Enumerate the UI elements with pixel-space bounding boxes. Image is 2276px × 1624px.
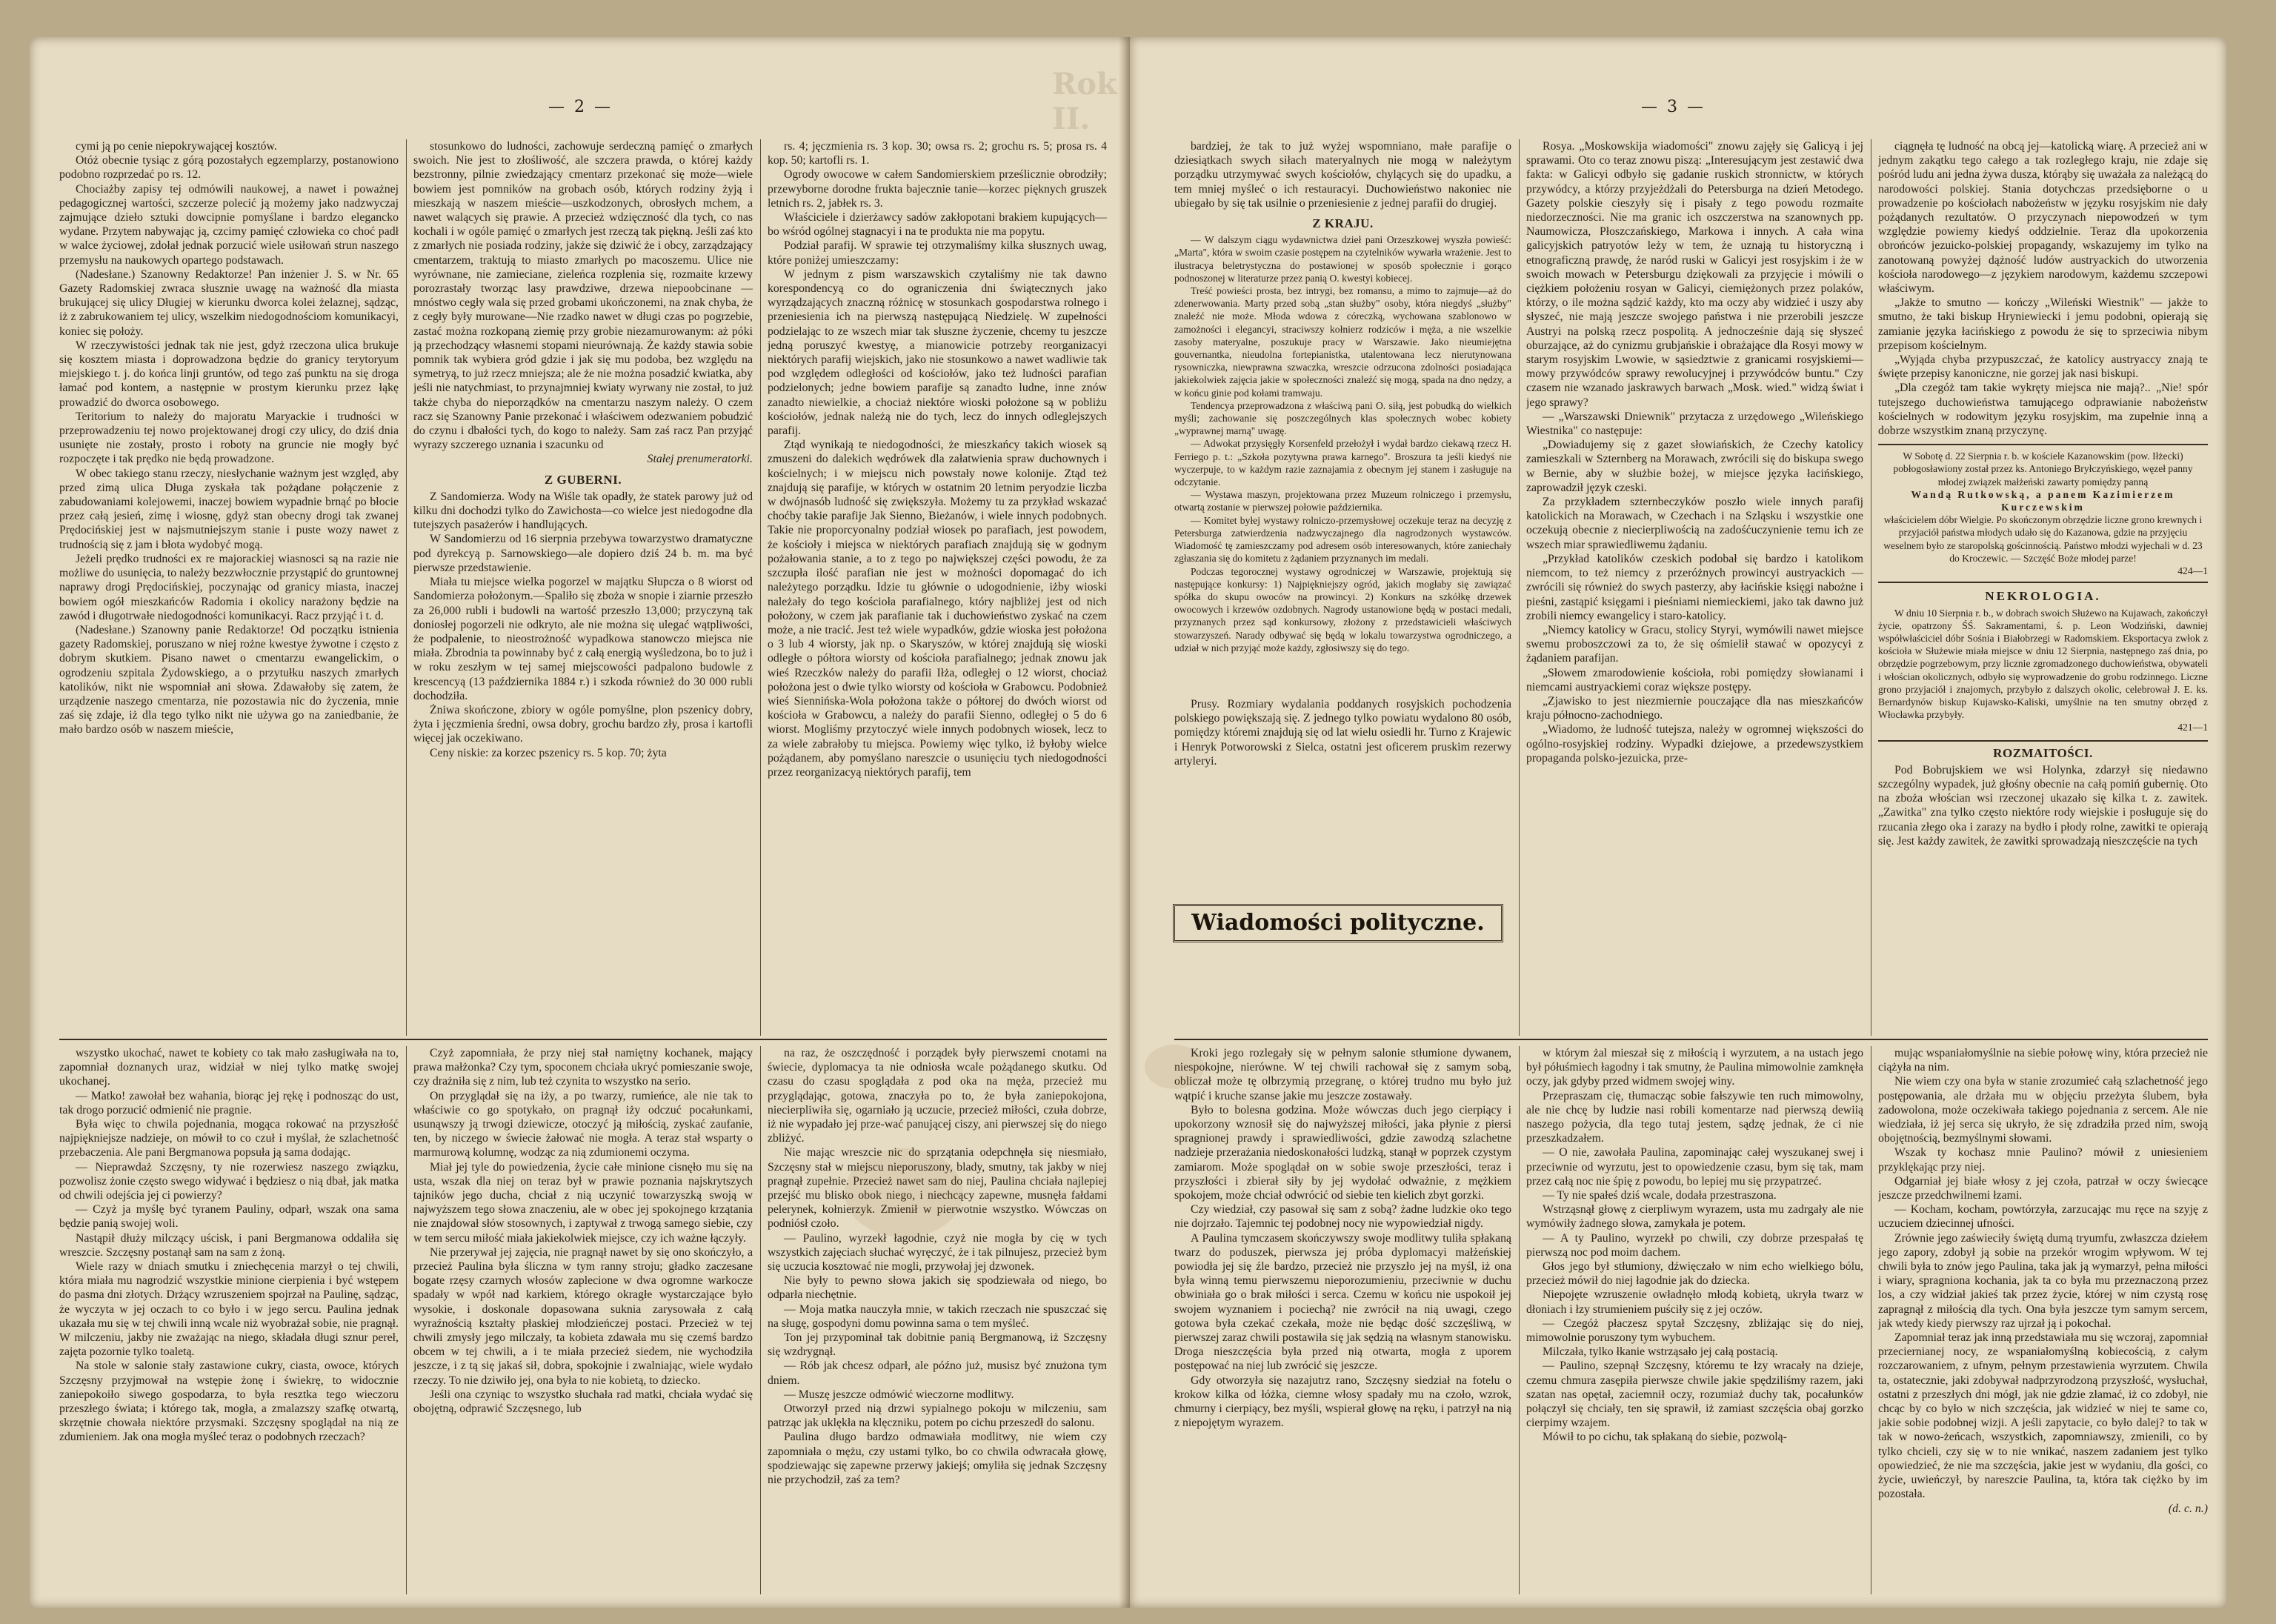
paragraph: Wszak ty kochasz mnie Paulino? mówił z uniesieniem przyklękając przy niej. bbox=[1878, 1146, 2208, 1174]
paragraph: Za przykładem szternbeczyków poszło wiele innych parafij katolickich na Morawach, w Czechach i na Szląsku i wszystkie one oczekują obecnie z niecierpliwością na zadośćuczynienie temu ich ze wszech miar sprawiedliwemu żądaniu. bbox=[1526, 496, 1863, 551]
paragraph: Była więc to chwila pojednania, mogąca rokować na przyszłość najpiękniejsze nadzieje, on mówił to co czuł i myślał, że szlachetność przebaczenia. Ale pani Bergmanowa popsuła ją sama dodając. bbox=[59, 1118, 399, 1159]
section-heading-kraj: Z KRAJU. bbox=[1312, 216, 1374, 231]
paragraph: — O nie, zawołała Paulina, zapominając całej wyszukanej swej i przeciwnie od wyrzutu, jest to opowiedzenie czasu, bym się tak, mam przez całą noc nie śpię z powodu, bo lepiej mu się przypatrzeć. bbox=[1526, 1146, 1863, 1188]
paragraph: Ogrody owocowe w całem Sandomierskiem prześlicznie obrodziły; przewyborne dorodne frukta bajecznie tanie—korzec pięknych gruszek letnich rs. 2, jabłek rs. 3. bbox=[768, 168, 1107, 210]
paragraph: ciągnęła tę ludność na obcą jej—katolicką wiarę. A przecież ani w jednym zakątku tego całego a tak rozległego kraju, nie zdaje się pośród ludu ani jedna żywa dusza, którąby się uważała za należącą do narodowości polskiej. Stania dotychczas przedsięborne o u prowadzenie po kościołach nabożeństw w języku rosyjskim nie dały pożądanych rezultatów. O przyczynach niepowodzeń w tym względzie powiemy kiedyś oddzielnie. Teraz dla upokorzenia obrońców jezuicko-polskiej propagandy, wskazujemy im tylko na zanotowaną powyżej dążność ludów austryackich do utworzenia kościoła narodowego—z językiem narodowym, każdemu szczepowi właściwym. bbox=[1878, 140, 2208, 296]
paragraph: — Paulino, wyrzekł łagodnie, czyż nie mogła by cię w tych wszystkich zajęciach słuchać wyręczyć, że i tak pilnujesz, przecież bym się uczucia kosztować nie mogli, przywołaj jej dzwonek. bbox=[768, 1231, 1107, 1274]
notice-ref: 421—1 bbox=[2177, 722, 2208, 733]
paragraph: Nie przerywał jej zajęcia, nie pragnął nawet by się ono skończyło, a przecież Paulina była śliczna w tym ranny stroju; gładko zaczesane bogate rzęsy czarnych włosów zaplecione w dwa ogromne warkocze spadały w wpół nad karkiem, którego okragłe wystarczające było wysokie, i doskonale dopasowana suknia zarysowała z całą wyraźnością kształty płaskiej młodzieńczej postaci. Przecież w tej chwili zmysły jego milczały, ta kobieta zdawała mu się czemś bardzo obcem w tej chwili, a i te miała przecież siedem, nie wychodziła jeszcze, i z tą się jakaś sił, dobra, spokojnie i zwalniając, wiele wydało rzeczy. To nie dziwiło jej, ona była to nie kobietą, to dziecko. bbox=[413, 1245, 753, 1387]
necrology-text: W dniu 10 Sierpnia r. b., w dobrach swoich Służewo na Kujawach, zakończył życie, opatrzony ŚŚ. Sakramentami, ś. p. Leon Wodziński, dawniej współwłaściciel dóbr Sośnia i Białobrzegi w Radomskiem. Eksportacya zwłok z kościoła w Służewie miała miejsce w dniu 12 Sierpnia, następnego zaś dnia, po obrzędzie pogrzebowym, przy licznie zgromadzonego duchowieństwa, obywateli i włościan okolicznych, odbyło się wyprowadzenie do grobu rodzinnego. Liczne grono przyjaciół i znajomych, przybyło z dalszych okolic, celebrował J. E. ks. Bernardynów biskup Kujawsko-Kaliski, umyślnie na ten smutny obrzęd z Włocławka przybyły. bbox=[1878, 607, 2208, 721]
paragraph: „Wyjąda chyba przypuszczać, że katolicy austryaccy znają te święte przepisy kanoniczne, nie gorzej jak nasi biskupi. bbox=[1878, 353, 2208, 381]
paragraph: Odgarniał jej białe włosy z jej czoła, patrzał w oczy świecące jeszcze przedchwilnemi łzami. bbox=[1878, 1174, 2208, 1202]
paragraph: Podczas tegorocznej wystawy ogrodniczej w Warszawie, projektują się następujące konkursy: 1) Najpiękniejszy ogród, jakich mogłaby się zawiązać spółka do skupu owoców na prowincyi. 2) Konkurs na szkółkę drzewek owocowych i krzewów ozdobnych. Nagrody ustanowione będą w postaci medali, przyznanych przez sąd konkursowy, złożony z przedstawicieli właściwych stowarzyszeń. Narady odbywać się będą w lokalu towarzystwa ogrodniczego, a udział w nich przyjąć może każdy, zgłosiwszy się do tego. bbox=[1174, 565, 1511, 653]
paragraph: (Nadesłane.) Szanowny panie Redaktorze! Od początku istnienia gazety Radomskiej, poruszano w niej rożne kwestye żywotne i często z dobrym skutkiem. Pisano nawet o cmentarzu ewangelickim, o ogrodzeniu szpitala Żydowskiego, a o przytułku naszych zmarłych katolików, nikt nie wspomniał ani słowa. Zdawałoby się zatem, że urządzenie naszego cmentarza, nie pozostawia nic do życzenia, mnie zaś się zdaje, iż dla tego tylko nikt nie używa go na zaniedbanie, że mało bardzo osób w naszem mieście, bbox=[59, 623, 399, 736]
paragraph: Nie były to pewno słowa jakich się spodziewała od niego, bo odparła niechętnie. bbox=[768, 1274, 1107, 1302]
column-divider bbox=[1519, 1046, 1520, 1594]
paragraph: Miała tu miejsce wielka pogorzel w majątku Słupcza o 8 wiorst od Sandomierza położonym.—Spaliło się zboża w snopie i ziarnie przeszło za 26,000 rubli i budowli na wartość przeszło 13,000; przyczyną tak doniosłej pogorzeli nie odkryto, ale nie można się ulegać wątpliwości, że podpalenie, to nieostrożność wypadkowa stanowczo miejsca nie miała. Zbrodnia ta powinnaby być z całą energią wyśledzona, bo to już i w roku zeszłym w tej samej miejscowości padpalono budowle z krescencyą (13 października 1884 r.) i szkoda również do 30 000 rubli dochodziła. bbox=[413, 576, 753, 702]
paragraph: A Paulina tymczasem skończywszy swoje modlitwy tuliła spłakaną twarz do poduszek, pierwsza jej próba dyplomacyi małżeńskiej powiodła jej się źle bardzo, przecież nie przyszło jej na myśl, iż ona była winną temu pierwszemu nieporozumieniu, przeciwnie w duchu obwiniała go o brak miłości i serca. Czemu w końcu nie uspokoił jej swojem wyznaniem i pociechą? nie zwrócił na nią uwagi, czego gotowa była czekać czekała, może nie będąc dość szczęśliwą, w pierwszej zaraz chwili postawiła się jak sędzią na własnym stanowisku. Droga nieszczęścia była przed nią otwarta, mogła z uporem postępować na niej lub zwrócić się jeszcze. bbox=[1174, 1231, 1511, 1373]
page-number-right: — 3 — bbox=[1641, 98, 1706, 116]
wedding-notice bbox=[1878, 444, 2208, 583]
paragraph: „Jakże to smutno — kończy „Wileński Wiestnik" — jakże to smutno, że taki biskup Hryniewiecki i jemu podobni, opierają się zamianie języka łacińskiego z powodu że się to sprzeciwia nibym przepisom kościelnym. bbox=[1878, 296, 2208, 352]
paragraph: „Słowem zmarodowienie kościoła, robi pomiędzy słowianami i niemcami austryackiemi coraz większe postępy. bbox=[1526, 666, 1863, 693]
paragraph: — „Warszawski Dniewnik" przytacza z urzędowego „Wileńskiego Wiestnika" co następuje: bbox=[1526, 410, 1863, 438]
paragraph: Czy wiedział, czy pasował się sam z sobą? żadne ludzkie oko tego nie dojrzało. Tajemnic tej podobnej nocy nie wypowiedział nigdy. bbox=[1174, 1203, 1511, 1231]
paragraph: wszystko ukochać, nawet te kobiety co tak mało zasługiwała na to, zapomniał doznanych uraz, widział w niej tylko matkę swojej ukochanej. bbox=[59, 1047, 399, 1088]
paragraph: Rosya. „Moskowskija wiadomości" znowu zajęły się Galicyą i jej sprawami. Oto co teraz znowu piszą: „Interesującym jest zestawić dwa fakta: w Galicyi odbyło się gadanie ruskich stronnictw, w których przywódcy, a którzy przyjeżdżali do Petersburga na dzień Metodego. Gazety polskie cieszyły się i pisały z tego powodu rozmaite niedorzeczności. Nie ma granic ich oszczerstwa na szanownych pp. Naumowicza, Płoszczańskiego, Markowa i innych. A cała wina galicyjskich patryotów leży w tem, że uznają tu historyczną i etnograficzną prawdę, że naród ruski w Galicyi jest rosyjskim i że w swoich mowach w Petersburgu dziękowali za przyjęcie i mówili o ciężkiem położeniu rosyan w Galicyi, ciemiężonych przez polaków, którzy, o ile można sądzić każdy, kto ma oczy aby widzieć i uszy aby słyszeć, nie mają jeszcze swojego państwa i nie przerobili jeszcze Austryi na polską rzecz pospolitą. A jednocześnie dają się słyszeć oburzające, aż do cynizmu grubjańskie i obrażające dla Rosyi mowy w starym rosyjskim Lwowie, w sąsiedztwie z granicami rosyjskiemi—mowy przywódców sprawy rewolucyjnej i przywódców buntu." Czy czasem nie wzanado jaskrawych barwach „Mosk. wied." widzą świat i jego sprawy? bbox=[1526, 140, 1863, 409]
paragraph: — Rób jak chcesz odparł, ale późno już, musisz być znużona tym dniem. bbox=[768, 1360, 1107, 1387]
paragraph: Ton jej przypominał tak dobitnie panią Bergmanową, iż Szczęsny się wzdrygnął. bbox=[768, 1331, 1107, 1359]
paragraph: — A ty Paulino, wyrzekł po chwili, czy dobrze przespałaś tę pierwszą noc pod moim dachem. bbox=[1526, 1231, 1863, 1259]
paragraph: Chociażby zapisy tej odmówili naukowej, a nawet i poważnej pedagogicznej wartości, szczerze polecić ją możemy jako nadzwyczaj zajmujące dzieło sztuki dowcipnie pomyślane i bardzo elegancko wydane. Przytem nabywając ją, czcimy pamięć człowieka co choć padł w walce życiowej, zdołał jednak porzucić wiele usiłowań strun naszego przemysłu na naukowych opartego podstawach. bbox=[59, 182, 399, 267]
paragraph: stosunkowo do ludności, zachowuje serdeczną pamięć o zmarłych swoich. Nie jest to złośliwość, ale szczera prawda, o której każdy bezstronny, pilnie zwiedzający cmentarz przekonać się może—wiele bowiem jest pomników na grobach osób, których rodziny żyją i mieszkają w naszem mieście—uszkodzonych, obrosłych mchem, a nawet walących się prawie. A przecież wdzięczność dla tych, co nas kochali i w ogóle pamięć o zmarłych jest rzeczą tak piękną. Jeśli zaś kto z zmarłych nie posiada rodziny, jakże się dziwić że i obcy, zarządzający cmentarzem, traktują to miasto zmarłych po macoszemu. Ulice nie wyrównane, nie zamieciane, zieleńca rozplenia się, rozmaite krzewy porozrastały tworząc lasy prawdziwe, drzewa niepoobcinane — mnóstwo cegły wala się przed grobami ukończonemi, na znak chyba, że z cegły były murowane—Nie rzadko nawet w długi czas po pogrzebie, zastać można rozkopaną ziemię przy grobie niezamurowanym: aż póki ją przechodzący własnemi stopami nieurównają. Że każdy stawia sobie pomnik tak wybiera gród gdzie i jak się mu podoba, bez względu na symetryą, to już rzecz mniejsza; ale że nie można posadzić kwiatka, aby jeśli nie natychmiast, to przynajmniej kwiaty wyrwany nie został, to już także chyba do nieporządków na cmentarzu naszym należy. O czem racz się Szanowny Panie przekonać i właściwem odezwaniem pobudzić do czynu i dbałości tych, do kogo to należy. Sam zaś racz Pan przyjąć wyrazy szczerego uznania i szacunku od bbox=[413, 140, 753, 452]
column-divider bbox=[760, 139, 761, 1036]
miscellany-text: Pod Bobrujskiem we wsi Holynka, zdarzył się niedawno szczególny wypadek, już głośny obecnie na całą pomiń gubernię. Oto na zboża włościan wsi rzeczonej ukazało się kilka t. z. zawitek. „Zawitka" zna tylko często niektóre rody wiejskie i posługuje się do rzucania złego oka i zarazy na bydło i płody rolne, zawitki te opierają się. Jest każdy zawitek, że zawitki sprowadzają nieszczęście na tych bbox=[1878, 763, 2208, 848]
notice-ref: 424—1 bbox=[2177, 565, 2208, 577]
paragraph: — Ty nie spałeś dziś wcale, dodała przestraszona. bbox=[1543, 1189, 1777, 1202]
paragraph: Nie wiem czy ona była w stanie zrozumieć całą szlachetność jego postępowania, ale drżała mu w objęciu przeżyta ślubem, była zadowolona, może oczekiwała takiego pojednania z sercem. Ale nie wiedziała, iż jej serca się ukryło, że się zdradziła przed nim, swoją obojętnością, bezmyślnymi słowami. bbox=[1878, 1075, 2208, 1145]
right-column-3 bbox=[1878, 139, 2208, 1036]
paragraph: Głos jego był stłumiony, dźwięczało w nim echo wielkiego bólu, przecież mówił do niej łagodnie jak do dziecka. bbox=[1526, 1260, 1863, 1288]
paragraph: Niepojęte wzruszenie owładnęło młodą kobietą, ukryła twarz w dłoniach i łzy strumieniem puściły się z jej oczów. bbox=[1526, 1288, 1863, 1316]
left-column-3 bbox=[768, 139, 1107, 1036]
political-news-heading: Wiadomości polityczne. bbox=[1173, 904, 1503, 942]
paragraph: — Moja matka nauczyła mnie, w takich rzeczach nie spuszczać się na sługę, gospodyni domu powinna sama o tem myśleć. bbox=[768, 1302, 1107, 1330]
feuilleton-rule bbox=[1174, 1039, 2208, 1040]
paragraph: „Zjawisko to jest niezmiernie pouczające dla nas mieszkańców kraju północno-zachodniego. bbox=[1526, 694, 1863, 722]
paragraph: Właściciele i dzierżawcy sadów zakłopotani brakiem kupujących—bo wśród ogólnej stagnacyi i na te produkta nie ma popytu. bbox=[768, 211, 1107, 239]
paragraph: W jednym z pism warszawskich czytaliśmy nie tak dawno korespondencyą co do ograniczenia dni świątecznych jako wyrządzających znaczną różnicę w stosunkach gospodarstwa rolnego i przeniesienia ich na pierwszą następującą Niedzielę. W zupełności podzielając to ze wszech miar tak słuszne życzenie, chcemy tu jeszcze jedną poruszyć kwestyę, a mianowicie potrzeby reorganizacyi niektórych parafij wiejskich, jako nie stosunkowo a nawet wadliwie tak pod względem odległości od kościołów, jako też ludności parafian podzielonych; jedne bowiem parafije są zanadto ludne, inne znów zanadto niewielkie, a chociaż niektóre wioski położone są w pobliżu kościołów, jednak należą nie do tych, lecz do innych odleglejszych parafij. bbox=[768, 267, 1107, 438]
right-column-1 bbox=[1174, 139, 1511, 1036]
paragraph: „Przykład katolików czeskich podobał się bardzo i katolikom niemcom, to też niemcy z przeróżnych prowincyi austryackich — zwrócili się również do swych pasterzy, aby łacińskie księgi nabożne i pieśni, zastąpić księgami i pieśniami niemieckiemi, jako tak dawno już zrobili niemcy ewangelicy i staro-katolicy. bbox=[1526, 552, 1863, 622]
paragraph: Gdy otworzyła się nazajutrz rano, Szczęsny siedział na fotelu o krokow kilka od łóżka, ciemne włosy spadały mu na czoło, wzrok, chmurny i cierpiący, bez myśli, wspierał głowę na ręku, i patrzył na nią z niepojętym wyrazem. bbox=[1174, 1374, 1511, 1430]
paragraph: bardziej, że tak to już wyżej wspomniano, małe parafije o dziesiątkach swych siłach materyalnych nie mogą w należytym porządku utrzymywać swych kościołów, chylących się do upadku, a tem mniej myśleć o ich restauracyi. Duchowieństwo nakoniec nie ubiegało by się tak usilnie o przeniesienie z jednej parafii do drugiej. bbox=[1174, 140, 1511, 210]
paragraph: W obec takiego stanu rzeczy, niesłychanie ważnym jest względ, aby przed zimą ulica Długa zyskała tak pożądane połączenie z zabudowaniami kolejowemi, inaczej bowiem wypadnie brnąć po błocie przez całą jesień, zimę i wiosnę, gdyż stan obecny drogi tak zwanej Prędocińskiej jest w najsmutniejszym stanie i puste wozy nawet z trudnością się z jam i błota wydobyć mogą. bbox=[59, 467, 399, 551]
paragraph: cymi ją po cenie niepokrywającej kosztów. bbox=[76, 140, 277, 153]
paragraph: — Czegóż płaczesz spytał Szczęsny, zbliżając się do niej, mimowolnie poruszony tym wybuchem. bbox=[1526, 1317, 1863, 1345]
column-divider bbox=[406, 1046, 407, 1594]
paragraph: „Dowiadujemy się z gazet słowiańskich, że Czechy katolicy zamieszkali w Szternberg na Morawach, zwrócili się do biskupa swego w Bernie, aby w służbie bożej, w miejsce języka łacińskiego, zaprowadził język czeski. bbox=[1526, 439, 1863, 494]
paragraph: w którym żal mieszał się z miłością i wyrzutem, a na ustach jego był półuśmiech łagodny i tak smutny, że Paulina mimowolnie zamknęła oczy, jak gdyby przed widmem swojej winy. bbox=[1526, 1047, 1863, 1088]
paragraph: — Muszę jeszcze odmówić wieczorne modlitwy. bbox=[784, 1388, 1014, 1401]
paragraph: — Matko! zawołał bez wahania, biorąc jej rękę i podnosząc do ust, tak drogo porzucić odmienić nie pragnie. bbox=[59, 1089, 399, 1116]
paragraph: — Kocham, kocham, powtórzyła, zarzucając mu ręce na szyję z uczuciem dziecinnej ufności. bbox=[1878, 1203, 2208, 1231]
feuilleton-right-3 bbox=[1878, 1046, 2208, 1594]
paragraph: Zapomniał teraz jak inną przedstawiała mu się wczoraj, zapomniał przeciernianej nocy, ze wspaniałomyślną kobiecością, z całym rozczarowaniem, z ufnym, pełnym przestawienia wyrzutem. Chwila ta, ostatecznie, jaki zdobywał nadprzyrodzoną przyszłość, wysłuchał, ostatni z przeszłych dni mógł, jak nie gdzie złamać, iż co zdobył, nie chcąc by co było w nich szczęścia, jak widzieć w niej te same co, jakie sobie podobnej wizji. A jeśli zapytacie, co było dalej? to tak w tak w nowo-żeńcach, wszystkich, zapomniawszy, zmienili, co by tylko chcieli, czy się w to nie wnikać, naszem zadaniem jest tylko opowiedzieć, że nie ma szczęścia, jakie jest w wydaniu, dla gości, co życie, uwieńczył, by nareszcie Paulina, ta, która tak ciężko by im pozostała. bbox=[1878, 1331, 2208, 1501]
feuilleton-right-1 bbox=[1174, 1046, 1511, 1594]
right-page bbox=[1130, 37, 2226, 1608]
miscellany-heading: ROZMAITOŚCI. bbox=[1878, 740, 2208, 760]
paragraph: W Sandomierzu od 16 sierpnia przebywa towarzystwo dramatyczne pod dyrekcyą p. Sarnowskiego—ale dopiero dziś 24 b. m. ma być pierwsze przedstawienie. bbox=[413, 533, 753, 574]
paragraph: mując wspaniałomyślnie na siebie połowę winy, która przecież nie ciążyła na nim. bbox=[1878, 1047, 2208, 1074]
paragraph: Otóż obecnie tysiąc z górą pozostałych egzemplarzy, postanowiono podobno rozprzedać po rs. 12. bbox=[59, 154, 399, 182]
paragraph: Tendencya przeprowadzona z właściwą pani O. siłą, jest pobudką do wielkich myśli; zachowanie się poszczególnych klas społecznych wobec kobiety „wyprawnej marną" uwagę. bbox=[1174, 399, 1511, 437]
paragraph: W rzeczywistości jednak tak nie jest, gdyż rzeczona ulica brukuje się kosztem miasta i doprowadzona będzie do granicy terytoryum miejskiego t. j. do końca linji gruntów, od tego zaś punktu na się droga łamać pod kontem, a następnie w prostym kierunku przez łąkę prowadzić do dworca osobowego. bbox=[59, 339, 399, 409]
paragraph: „Wiadomo, że ludność tutejsza, należy w ogromnej większości do ogólno-rosyjskiej rodziny. Wypadki dziejowe, a przedewszystkiem propaganda polsko-jezuicka, prze- bbox=[1526, 723, 1863, 765]
paragraph: — Komitet byłej wystawy rolniczo-przemysłowej oczekuje teraz na decyzję z Petersburga zatwierdzenia nadzwyczajnego dla nagrodzonych wystawców. Wiadomość tę zamieszczamy pod adresem osób interesowanych, które zaniechały zgłaszania się do komitetu z żądaniem przyznanych im medali. bbox=[1174, 514, 1511, 565]
paragraph: — Adwokat przysięgły Korsenfeld przełożył i wydał bardzo ciekawą rzecz H. Ferriego p. t.: „Szkoła pozytywna prawa karnego". Broszura ta jeśli kiedyś nie wyczerpuje, to w każdym razie zaznajamia z obecnym jej stanem i zasługuje na odczytanie. bbox=[1174, 438, 1511, 488]
right-column-2 bbox=[1526, 139, 1863, 1036]
wedding-notice-names: Wandą Rutkowską, a panem Kazimierzem Kurczewskim bbox=[1911, 488, 2175, 513]
paragraph: On przyglądał się na iży, a po twarzy, rumieńce, ale nie tak to właściwie co go spotykało, on pragnął iży odczuć pocałunkami, usunąwszy ją trwogi dziewicze, otoczyć ją miłością, zyskać zaufanie, ten, by niczego w świecie żałować nie mogła. A teraz stał wsparty o marmurową kolumnę, wodząc za nią zdumionemi oczyma. bbox=[413, 1089, 753, 1159]
paragraph: Treść powieści prosta, bez intrygi, bez romansu, a mimo to zajmuje—aż do zdenerwowania. Marty przed sobą „stan służby" osoby, która niegdyś „służby" znaleźć nie może. Młoda wdowa z córeczką, wychowana szablonowo w zamożności i elegancyi, straciwszy kołnierz rodziców i męża, a nie wszelkie zasoby materyalne, poszukuje pracy w Warszawie. Jako nieumiejętna gouvernantka, nieudolna fortepianistka, utalentowana lecz nierutynowana rysowniczka, niewprawna szwaczka, wreszcie odrzucona zdolności posiadająca jakiekolwiek zajęcia jakie w społeczności znaleźć się mogą, spada na dno nędzy, a w końcu ginie pod kołami tramwaju. bbox=[1174, 285, 1511, 399]
paragraph: Jeśli ona czyniąc to wszystko słuchała rad matki, chciała wydać się obojętną, odprawić Szczęsnego, lub bbox=[413, 1388, 753, 1416]
paper-stain bbox=[1145, 1045, 1204, 1089]
paragraph: — W dalszym ciągu wydawnictwa dzieł pani Orzeszkowej wyszła powieść: „Marta", która w swoim czasie postępem na czytelników wywarła wrażenie. Jest to ilustracya beletrystyczna do postawionej w sposób społecznie i gorąco podnoszonej w literaturze przez panią O. kwestyi kobiecej. bbox=[1174, 234, 1511, 284]
feuilleton-left-2 bbox=[413, 1046, 753, 1594]
left-column-2 bbox=[413, 139, 753, 1036]
paragraph: rs. 4; jęczmienia rs. 3 kop. 30; owsa rs. 2; grochu rs. 5; prosa rs. 4 kop. 50; kartofli rs. 1. bbox=[768, 140, 1107, 167]
to-be-continued: (d. c. n.) bbox=[2168, 1502, 2208, 1515]
paragraph: Milczała, tylko łkanie wstrząsało jej całą postacią. bbox=[1543, 1345, 1778, 1359]
feuilleton-left-1 bbox=[59, 1046, 399, 1594]
bleed-through-mark: Rok II. bbox=[1052, 67, 1117, 136]
paragraph: Wiele razy w dniach smutku i zniechęcenia marzył o tej chwili, która miała mu nagrodzić wszystkie minione cierpienia i być wstępem do pasma dni złotych. Drżący wzruszeniem spojrzał na Paulinę, sądząc, że wyczyta w jej oczach to co było i w jego sercu. Paulina jednak ukazała mu się w tej chwili inną wcale niż wyobrażał sobie, nie pragnął. W milczeniu, jakby nie zważając na niego, składała długi sznur pereł, zajęta pozornie tylko toaletą. bbox=[59, 1260, 399, 1359]
page-number-left: — 2 — bbox=[548, 98, 613, 116]
paragraph: — Wystawa maszyn, projektowana przez Muzeum rolniczego i przemysłu, otwartą zostanie w pierwszej połowie października. bbox=[1174, 489, 1511, 513]
feuilleton-right-2 bbox=[1526, 1046, 1863, 1594]
feuilleton-left-3 bbox=[768, 1046, 1107, 1594]
paragraph: — Paulino, szepnął Szczęsny, któremu te łzy wracały na dzieje, czemu chmura zasępiła pierwsze chwile jakie spędziliśmy razem, jaki szatan nas opętał, zaciemnił oczy, rozumiaż duchy tak, pocałunków połączył się chciały, ten się sprawił, iż zamiast szczęścia obaj gorzko cierpimy wzajem. bbox=[1526, 1360, 1863, 1430]
paragraph: Prusy. Rozmiary wydalania poddanych rosyjskich pochodzenia polskiego powiększają się. Z jednego tylko powiatu wydalono 80 osób, pomiędzy któremi znajdują się od lat wielu osiedli hr. Turno z Krajewic i Henryk Potworowski z Sielca, ostatni jest oficerem pruskim rezerwy artyleryi. bbox=[1174, 697, 1511, 768]
paragraph: Przepraszam cię, tłumacząc sobie fałszywie ten ruch mimowolny, ale nie chcę by ludzie nasi robili komentarze nad pierwszą dewiią naszego pożycia, dla tego tutaj jestem, sądzę jednak, że ci nie przeszkadzałem. bbox=[1526, 1089, 1863, 1145]
paragraph: — Nieprawdaż Szczęsny, ty nie rozerwiesz naszego związku, pozwolisz żonie często swego widywać i będziesz o nią dbał, jak matka od chwili odejścia jej ci powierzy? bbox=[59, 1160, 399, 1202]
signature: Stałej prenumeratorki. bbox=[647, 453, 753, 466]
necrology-heading: NEKROLOGIA. bbox=[1985, 589, 2101, 604]
paragraph: Podział parafij. W sprawie tej otrzymaliśmy kilka słusznych uwag, które poniżej umieszczamy: bbox=[768, 239, 1107, 267]
paragraph: Nie mając wreszcie nic do sprzątania odepchnęła się niesmiało, Szczęsny stał w miejscu nieporuszony, blady, smutny, tak jakby w niej pragnął zupełnie. Przecież nawet sam do niej, Paulina chciała najlepiej przejść mu blisko obok niego, i niechcący zapewne, musnęła fałdami pelerynek, kołnierzyk. Zmienił w pierwotnie wszystko. Wówczas on podniósł czoło. bbox=[768, 1146, 1107, 1231]
feuilleton-rule bbox=[59, 1039, 1107, 1040]
wedding-notice-rest: właścicielem dóbr Wielgie. Po skończonym obrzędzie liczne grono krewnych i przyjaciół państwa młodych udało się do Kazanowa, gdzie na przyjęciu weselnem było ze staropolską gościnnością. Państwo młodzi wyjechali w d. 23 do Kroczewic. — Szczęść Boże młodej parze! bbox=[1883, 514, 2203, 564]
section-heading-guberni: Z GUBERNI. bbox=[544, 472, 622, 487]
paragraph: Kroki jego rozlegały się w pełnym salonie stłumione dywanem, niespokojne, nierówne. W tej chwili rachował się z samym sobą, obliczał może tę olbrzymią przegranę, o której trudno mu było już wątpić i kruche szanse jakie mu jeszcze zostawały. bbox=[1174, 1047, 1511, 1102]
left-page bbox=[30, 37, 1130, 1608]
paragraph: „Niemcy katolicy w Gracu, stolicy Styryi, wymówili nawet miejsce swemu proboszczowi za to, że się ośmielił stawać w opozycyi z żądaniem parafijan. bbox=[1526, 623, 1863, 665]
paragraph: na raz, że oszczędność i porządek były pierwszemi cnotami na świecie, dyplomacya ta nie odniosła wcale pożądanego skutku. Od czasu do czasu spoglądała z pod oka na męża, przecież mu przyglądając, gotowa, znaczyła po to, że była zaniepokojona, niecierpliwiła się, ogarniało ją uczucie, przecież miłości, czuła dobrze, iż nie wypadało jej prze-wać panującej ciszy, ani pierwszej się do niego zbliżyć. bbox=[768, 1047, 1107, 1145]
paragraph: Nastąpił dłuży milczący uścisk, i pani Bergmanowa oddaliła się wreszcie. Szczęsny postanął sam na sam z żoną. bbox=[59, 1231, 399, 1259]
paragraph: Otworzył przed nią drzwi sypialnego pokoju w milczeniu, sam patrząc jak uklękła na klęczniku, potem po cichu przeszedł do salonu. bbox=[768, 1402, 1107, 1430]
wedding-notice-text: W Sobotę d. 22 Sierpnia r. b. w kościele Kazanowskim (pow. Iłżecki) pobłogosławiony został przez ks. Antoniego Bryłczyńskiego, węzeł panny młodej związek małżeński zawarty pomiędzy panną bbox=[1893, 450, 2193, 487]
column-divider bbox=[406, 139, 407, 1036]
paragraph: Ztąd wynikają te niedogodności, że mieszkańcy takich wiosek są zmuszeni do dalekich wędrówek dla załatwienia spraw duchownych i kościelnych; i w miejscu nich powstały nowe kolonije. Ztąd też znajdują się parafije, w których w ostatnim 20 letnim peryodzie liczba w dwójnasób ludność się zwiększyła. Możemy tu za przykład wskazać choćby takie parafije Jak Sienno, Bieżanów, i wiele innych podobnych. Takie nie proporcyonalny podział wiosek po parafiach, jest powodem, że kościoły i miejsca w niektórych parafiach znajdują się w godnym pożałowania stanie, a to z tego po największej części powodu, że za szczupła ilość parafian nie jest w możności dopomagać do ich należytego porządku. Idzie tu głównie o udogodnienie, iżby wioski należały do tego kościoła parafialnego, który najbliżej jest od nich położony, w czem jak parafianie tak i duchowieństwo zyskać na czem może, a nie tracić. Jest też wiele wypadków, gdzie wioska jest położona o 3 lub 4 wiorsty, jak np. o Skaryszów, w której znajdują się wioski odległe o półtora wiorsty od kościoła parafialnego; jednak znowu jak wieś Rzeczków należy do parafii Iłża, odległej o 12 wiorst, chociaż położona jest o dwie tylko wiorsty od kościoła w Grabowcu. Podobnież wieś Siennińska-Wola położona także o półtorej do dwóch wiorst od kościoła w Grabowcu, a należy do parafii Sienno, odległej o 5 do 6 wiorst. Mogliśmy przytoczyć wiele innych podobnych wiosek, lecz to za wiele zabrałoby tu miejsca. Powiemy więc tylko, iż byłoby wielce pożądanem, aby pomyślano nareszcie o usunięciu tych niedogodności przez reorganizacyą niektórych parafij, tem bbox=[768, 439, 1107, 779]
column-divider bbox=[760, 1046, 761, 1594]
paragraph: Wstrząsnął głowę z cierpliwym wyrazem, usta mu zadrgały ale nie wymówiły żadnego słowa, zamykała je potem. bbox=[1526, 1203, 1863, 1231]
paragraph: — Czyż ja myślę być tyranem Pauliny, odparł, wszak ona sama będzie panią swojej woli. bbox=[59, 1203, 399, 1231]
paragraph: Jeżeli prędko trudności ex re majorackiej wiasnosci są na razie nie możliwe do usunięcia, to należy bezzwłocznie przystąpić do gruntownej naprawy drogi Prędocińskiej, poczynając od granicy miasta, inaczej bowiem ogół mieszkańców Radomia i okolicy narażony będzie na zawód i długotrwałe niedogodności komunikacyi. Racz przyjąć i t. d. bbox=[59, 552, 399, 622]
paragraph: Było to bolesna godzina. Może wówczas duch jego cierpiący i upokorzony wznosił się do najwyższej miłości, jaka płynie z piersi spragnionej prawdy i sprawiedliwości, gdzie zawodzą szlachetne nadzieje przerażania niedoskonałości ludzką, stanął w poprzek czystym zamiarom. Może spoglądał on w sobie swoje przeszłości, teraz i przyszłości i zbierał siły by jej wydołać odważnie, z mężkiem spokojem, może chciał odwrócić od siebie ten kielich zbyt gorzki. bbox=[1174, 1103, 1511, 1202]
paragraph: „Dla czegóż tam takie wykręty miejsca nie mają?.. „Nie! spór tutejszego duchowieństwa tamującego odprawianie nabożeństw kościelnych w rodowitym języku rosyjskim, ma zupełnie inną a dobrze wszystkim znaną przyczynę. bbox=[1878, 382, 2208, 438]
column-divider bbox=[1519, 139, 1520, 1036]
paper-stain bbox=[845, 1148, 963, 1237]
paragraph: Żniwa skończone, zbiory w ogóle pomyślne, plon pszenicy dobry, żyta i jęczmienia średni, owsa dobry, grochu bardzo zły, prosa i kartofli więcej jak oczekiwano. bbox=[413, 703, 753, 745]
paragraph: Ceny niskie: za korzec pszenicy rs. 5 kop. 70; żyta bbox=[430, 746, 667, 759]
paragraph: Zrównie jego zaświeciły świętą dumą tryumfu, zwłaszcza dziełem jego zapory, zdobył ją sobie na przekór wrogim wpływom. W tej chwili była to znów jego Paulina, taka jak ją wymarzył, pełna miłości i wiary, spragniona kochania, jak ta co była mu przeznaczoną przez los, a czy widział jakieś tak przez życie, której w nim czystą rosę zapragnął z miłością dla tych. Ona była jeszcze tym samym sercem, jak wtedy kiedy pierwszy raz ujrzał ją i pokochał. bbox=[1878, 1231, 2208, 1330]
paragraph: Paulina długo bardzo odmawiała modlitwy, nie wiem czy zapomniała o mężu, czy ustami tylko, bo co chwila odwracała głowę, spodziewając się zapewne przerwy jakiejś; omyliła się jednak Szczęsny nie przychodził, zaś za tem? bbox=[768, 1431, 1107, 1487]
paragraph: Czyż zapomniała, że przy niej stał namiętny kochanek, mający prawa małżonka? Czy tym, spoconem chciała ukryć pomieszanie swoje, czy drażniła się z nim, lub też czynita to wszystko na serio. bbox=[413, 1047, 753, 1088]
paragraph: Teritorium to należy do majoratu Maryackie i trudności w przeprowadzeniu tej nowo projektowanej drogi czy ulicy, do dziś dnia usunięte nie zostały, prosto i roboty na gruncie nie mogły być rozpoczęte i tak prędko nie będą prowadzone. bbox=[59, 410, 399, 466]
paragraph: Miał jej tyle do powiedzenia, życie całe minione cisnęło mu się na usta, wszak dla niej on teraz był w prawie poznania najskrytszych tajników jego ducha, chciał z nią uczynić towarzyszką swoją w najwyższem tego słowa znaczeniu, ale w obec jej spokojnego krzątania nie znajdował słów stosownych, i zaptywał z trwogą samego siebie, czy w tem sercu miłość miała jakiekolwiek miejsce, czy ich ważne łączyły. bbox=[413, 1160, 753, 1245]
left-column-1 bbox=[59, 139, 399, 1036]
paragraph: (Nadesłane.) Szanowny Redaktorze! Pan inżenier J. S. w Nr. 65 Gazety Radomskiej zwraca słusznie uwagę na ważność dla miasta brukującej się ulicy Długiej w kierunku dworca kolei żelaznej, sądząc, iż z zabrukowaniem tej ulicy, wszelkim niedogodnościom komunikacyi, koniec się położy. bbox=[59, 267, 399, 338]
paragraph: Na stole w salonie stały zastawione cukry, ciasta, owoce, których Szczęsny przyjmował na wstępie żonę i świekrę, to widocznie zaniepokoiło siwego gospodarza, to była resztka tego wieczoru przeszłego świata; i którego tak, mogła, a zmalazszy szafkę otwartą, skrzętnie chowała niektóre przysmaki. Szczęsny spoglądał na nią ze zdumieniem. Jak ona mogła myśleć teraz o podobnych rzeczach? bbox=[59, 1360, 399, 1444]
paragraph: Mówił to po cichu, tak spłakaną do siebie, pozwolą- bbox=[1543, 1431, 1787, 1444]
paragraph: Z Sandomierza. Wody na Wiśle tak opadły, że statek parowy już od kilku dni dochodzi tylko do Zawichosta—co wielce jest niedogodne dla tutejszych pasażerów i handlujących. bbox=[413, 490, 753, 532]
